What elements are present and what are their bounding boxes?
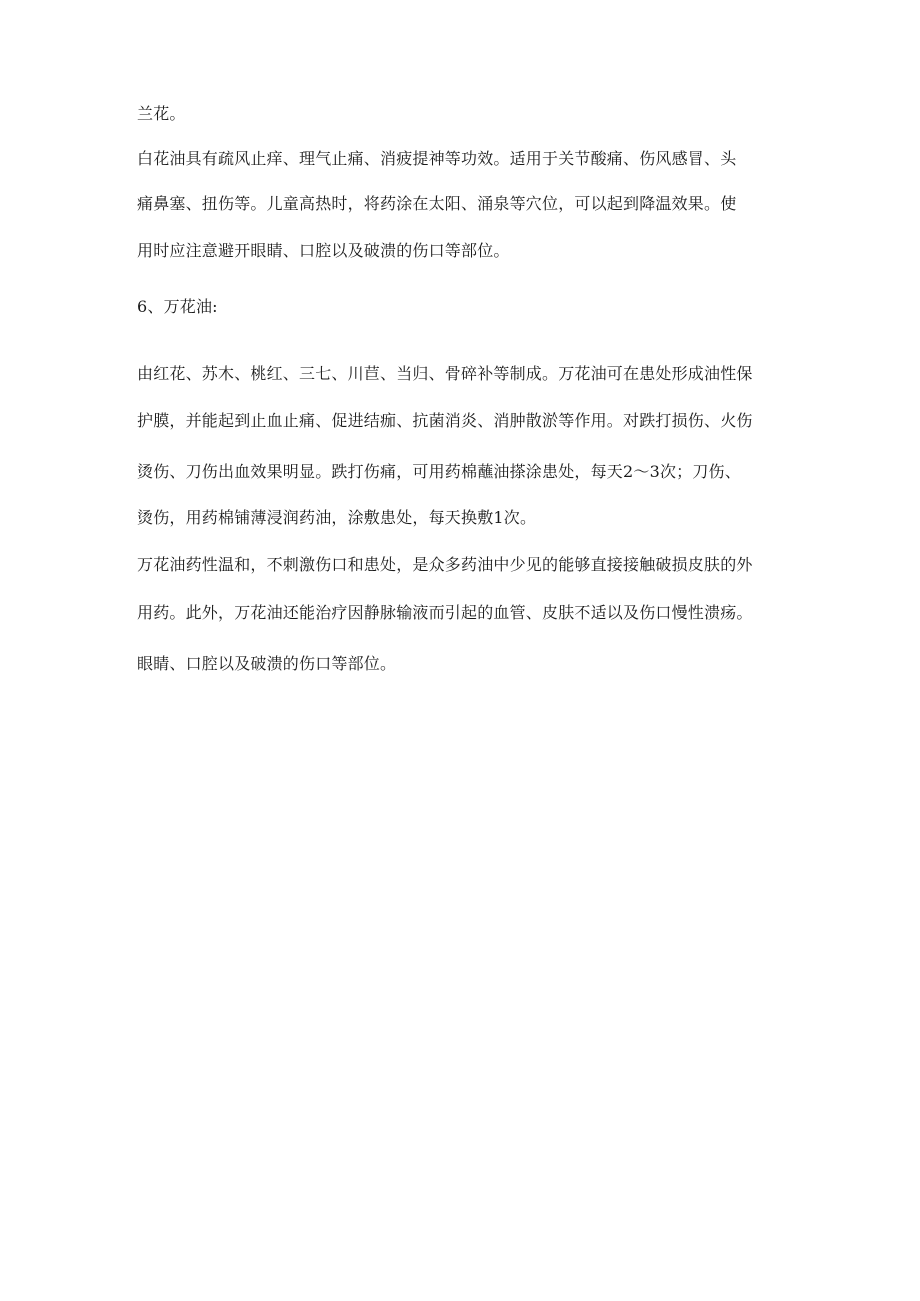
text-line-10: 万花油药性温和，不刺激伤口和患处，是众多药油中少见的能够直接接触破损皮肤的外 bbox=[137, 555, 753, 574]
text-line-11: 用药。此外，万花油还能治疗因静脉输液而引起的血管、皮肤不适以及伤口慢性溃疡。 bbox=[137, 603, 753, 622]
text-line-3: 痛鼻塞、扭伤等。儿童高热时，将药涂在太阳、涌泉等穴位，可以起到降温效果。使 bbox=[137, 194, 737, 213]
text-line-9: 烫伤，用药棉铺薄浸润药油，涂敷患处，每天换敷1次。 bbox=[137, 508, 537, 527]
text-line-12: 眼睛、口腔以及破溃的伤口等部位。 bbox=[137, 654, 397, 673]
text-line-4: 用时应注意避开眼睛、口腔以及破溃的伤口等部位。 bbox=[137, 241, 510, 260]
section-heading: 6、万花油: bbox=[137, 297, 218, 316]
text-line-2: 白花油具有疏风止痒、理气止痛、消疲提神等功效。适用于关节酸痛、伤风感冒、头 bbox=[137, 149, 737, 168]
text-line-6: 由红花、苏木、桃红、三七、川苣、当归、骨碎补等制成。万花油可在患处形成油性保 bbox=[137, 364, 753, 383]
text-line-1: 兰花。 bbox=[137, 104, 186, 123]
text-line-7: 护膜，并能起到止血止痛、促进结痂、抗菌消炎、消肿散淤等作用。对跌打损伤、火伤 bbox=[137, 411, 753, 430]
text-line-8: 烫伤、刀伤出血效果明显。跌打伤痛，可用药棉蘸油搽涂患处，每天2～3次；刀伤、 bbox=[137, 462, 741, 481]
